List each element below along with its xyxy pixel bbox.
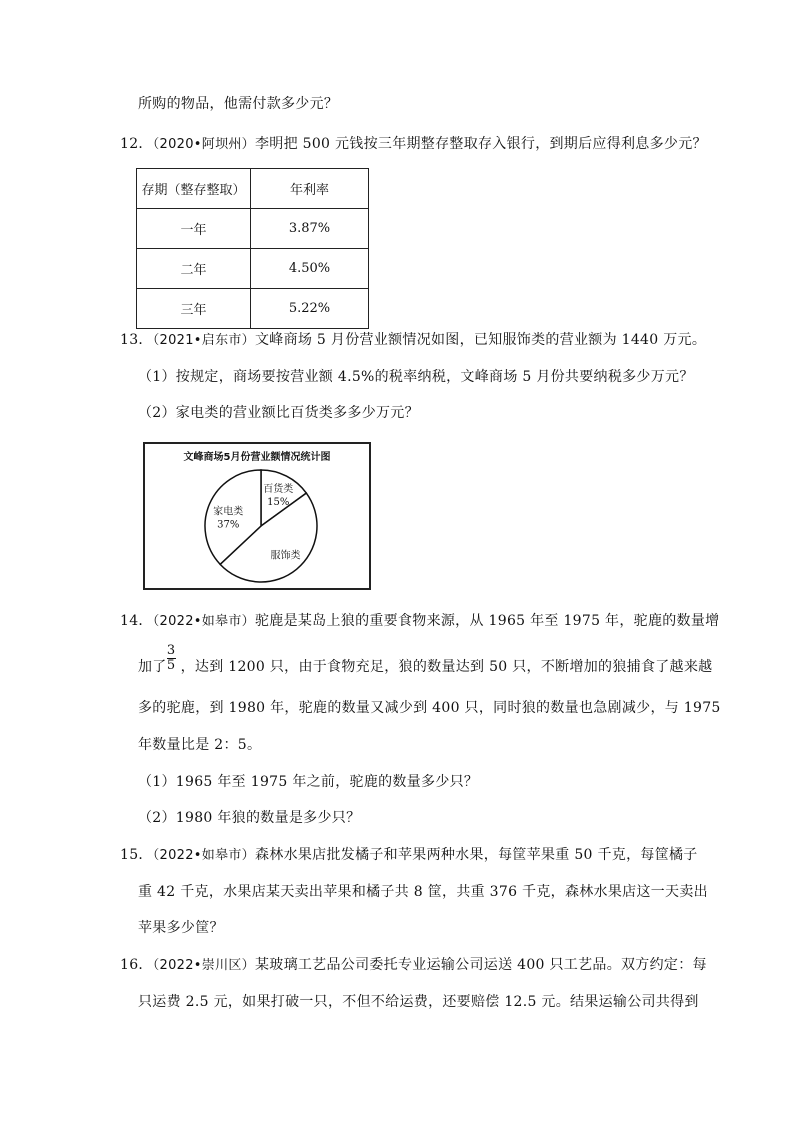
question-15-line1 — [120, 846, 698, 865]
question-12 — [120, 135, 707, 154]
q13-source: （2021•启东市） — [152, 333, 255, 348]
table-cell: 三年 — [137, 289, 251, 329]
table-cell: 一年 — [137, 209, 251, 249]
q14-line2-pre: 加了 — [138, 659, 167, 675]
table-row — [137, 209, 369, 249]
q16-source: （2022•崇川区） — [152, 958, 255, 973]
table-cell: 5.22% — [251, 289, 369, 329]
question-14-line1 — [120, 612, 719, 631]
q14-line2-post: ，达到 1200 只，由于食物充足，狼的数量达到 50 只，不断增加的狼捕食了越来越 — [180, 659, 713, 675]
q14-source: （2022•如皋市） — [152, 614, 255, 629]
question-13 — [120, 331, 706, 350]
pie-chart — [145, 444, 369, 588]
q14-number: 14． — [120, 613, 153, 629]
fraction-denominator: 5 — [166, 658, 176, 673]
table-cell: 3.87% — [251, 209, 369, 249]
q15-source: （2022•如皋市） — [152, 848, 255, 863]
pie-chart-frame — [143, 442, 371, 590]
q14-line1: 驼鹿是某岛上狼的重要食物来源，从 1965 年至 1975 年，驼鹿的数量增 — [254, 613, 720, 629]
table-header: 存期（整存整取） — [137, 169, 251, 209]
q14-line3: 多的驼鹿，到 1980 年，驼鹿的数量又减少到 400 只，同时狼的数量也急剧减少，与 1975 — [138, 700, 721, 716]
table-row — [137, 289, 369, 329]
q15-line3: 苹果多少筐？ — [138, 920, 224, 936]
q16-line2: 只运费 2.5 元，如果打破一只，不但不给运费，还要赔偿 12.5 元。结果运输公司共得到 — [138, 994, 699, 1010]
table-cell: 二年 — [137, 249, 251, 289]
fraction-three-fifths — [165, 644, 177, 673]
slice-percent-label: 37% — [217, 519, 240, 531]
slice-label: 服饰类 — [270, 550, 301, 562]
q14-sub2: （2）1980 年狼的数量是多少只？ — [138, 810, 361, 826]
table-header-row — [137, 169, 369, 209]
q15-line1: 森林水果店批发橘子和苹果两种水果，每筐苹果重 50 千克，每筐橘子 — [254, 847, 698, 863]
q14-sub1: （1）1965 年至 1975 年之前，驼鹿的数量多少只？ — [138, 774, 479, 790]
q12-source: （2020•阿坝州） — [152, 137, 255, 152]
fraction-numerator: 3 — [166, 643, 176, 658]
q13-sub1: （1）按规定，商场要按营业额 4.5%的税率纳税，文峰商场 5 月份共要纳税多少万元？ — [138, 369, 694, 385]
q13-number: 13． — [120, 332, 153, 348]
question-14-line2 — [138, 658, 712, 676]
q16-number: 16． — [120, 957, 153, 973]
q12-text: 李明把 500 元钱按三年期整存整取存入银行，到期后应得利息多少元？ — [254, 136, 707, 152]
question-16-line1 — [120, 956, 707, 975]
q15-line2: 重 42 千克，水果店某天卖出苹果和橘子共 8 筐，共重 376 千克，森林水果店这一天卖出 — [138, 884, 708, 900]
q15-number: 15． — [120, 847, 153, 863]
chart-title: 文峰商场5月份营业额情况统计图 — [183, 452, 331, 463]
q16-line1: 某玻璃工艺品公司委托专业运输公司运送 400 只工艺品。双方约定：每 — [254, 957, 707, 973]
table-row — [137, 249, 369, 289]
q13-sub2: （2）家电类的营业额比百货类多多少万元？ — [138, 405, 419, 421]
pie-slices — [205, 470, 317, 582]
slice-percent-label: 15% — [267, 497, 290, 509]
table-cell: 4.50% — [251, 249, 369, 289]
q11-tail: 所购的物品，他需付款多少元？ — [138, 96, 339, 112]
slice-label: 百货类 — [263, 484, 294, 496]
q13-text: 文峰商场 5 月份营业额情况如图，已知服饰类的营业额为 1440 万元。 — [254, 332, 707, 348]
table-header: 年利率 — [251, 169, 369, 209]
interest-rate-table — [136, 168, 369, 329]
q12-number: 12． — [120, 136, 153, 152]
slice-label: 家电类 — [213, 506, 244, 518]
q14-line4: 年数量比是 2：5。 — [138, 737, 262, 753]
